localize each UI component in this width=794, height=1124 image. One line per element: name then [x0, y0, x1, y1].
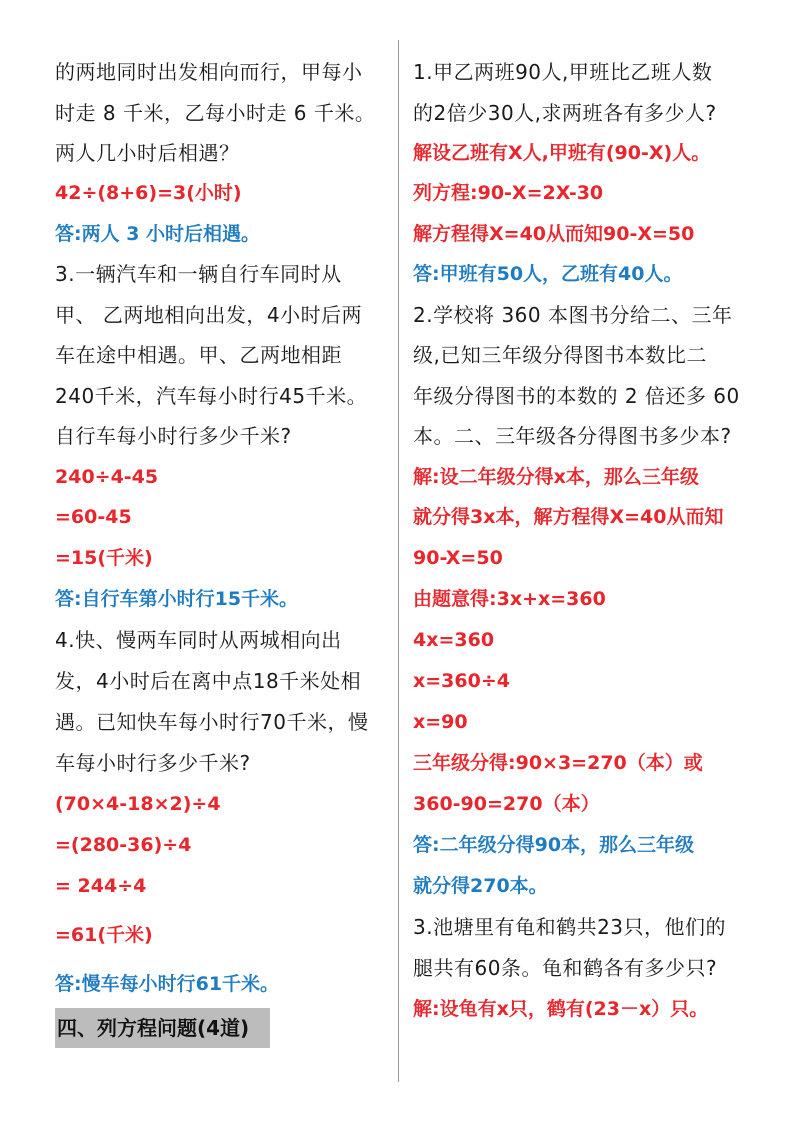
answer-calc-line: 解:设龟有x只，鹤有(23－x）只。	[413, 998, 709, 1020]
answer-calc-line: 4x=360	[413, 629, 495, 651]
text-line: 4.快、慢两车同时从两城相向出	[55, 628, 342, 652]
answer-calc-line: 三年级分得:90×3=270（本）或	[413, 752, 703, 774]
text-line: 级,已知三年级分得图书本数比二	[413, 343, 707, 367]
answer-calc-line: (70×4-18×2)÷4	[55, 793, 221, 815]
answer-calc-line: 42÷(8+6)=3(小时)	[55, 182, 242, 204]
answer-calc-line: 90-X=50	[413, 547, 503, 569]
answer-calc-line: x=360÷4	[413, 670, 510, 692]
text-line: 甲、 乙两地相向出发，4小时后两	[55, 303, 363, 327]
text-line: 自行车每小时行多少千米?	[55, 424, 292, 448]
answer-calc-line: =60-45	[55, 506, 132, 528]
text-line: 腿共有60条。龟和鹤各有多少只?	[413, 956, 718, 980]
answer-calc-line: 240÷4-45	[55, 466, 159, 488]
answer-calc-line: 解:设二年级分得x本，那么三年级	[413, 466, 699, 488]
text-line: 3.池塘里有龟和鹤共23只，他们的	[413, 915, 727, 939]
text-line: 240千米，汽车每小时行45千米。	[55, 384, 368, 408]
answer-line: 答:慢车每小时行61千米。	[55, 973, 280, 995]
answer-calc-line: =15(千米)	[55, 547, 153, 569]
text-line: 年级分得图书的本数的 2 倍还多 60	[413, 384, 740, 408]
text-line: 发，4小时后在离中点18千米处相	[55, 669, 362, 693]
answer-calc-line: 解方程得X=40从而知90-X=50	[413, 223, 695, 245]
answer-line: 答:两人 3 小时后相遇。	[55, 223, 261, 245]
answer-calc-line: =61(千米)	[55, 924, 153, 946]
text-line: 车在途中相遇。甲、乙两地相距	[55, 343, 342, 367]
text-line: 两人几小时后相遇？	[55, 141, 240, 165]
text-line: 时走 8 千米，乙每小时走 6 千米。	[55, 101, 376, 125]
text-line: 车每小时行多少千米?	[55, 751, 251, 775]
section-heading: 四、列方程问题(4道)	[55, 1008, 270, 1048]
answer-line: 答:甲班有50人，乙班有40人。	[413, 263, 683, 285]
answer-calc-line: 就分得3x本，解方程得X=40从而知	[413, 506, 724, 528]
text-line: 1.甲乙两班90人,甲班比乙班人数	[413, 60, 713, 84]
answer-calc-line: = 244÷4	[55, 875, 147, 897]
answer-calc-line: 解设乙班有X人,甲班有(90-X)人。	[413, 142, 711, 164]
answer-calc-line: x=90	[413, 711, 468, 733]
text-line: 的2倍少30人,求两班各有多少人?	[413, 101, 717, 125]
answer-calc-line: 列方程:90-X=2X-30	[413, 182, 604, 204]
answer-calc-line: 由题意得:3x+x=360	[413, 588, 606, 610]
answer-calc-line: 360-90=270（本）	[413, 793, 600, 815]
column-divider	[398, 40, 399, 1082]
text-line: 本。二、三年级各分得图书多少本?	[413, 424, 732, 448]
answer-line: 答:二年级分得90本，那么三年级	[413, 834, 695, 856]
answer-calc-line: =(280-36)÷4	[55, 834, 192, 856]
text-line: 3.一辆汽车和一辆自行车同时从	[55, 262, 342, 286]
text-line: 2.学校将 360 本图书分给二、三年	[413, 303, 733, 327]
answer-line: 就分得270本。	[413, 875, 548, 897]
text-line: 遇。已知快车每小时行70千米，慢	[55, 710, 369, 734]
answer-line: 答:自行车第小时行15千米。	[55, 588, 299, 610]
text-line: 的两地同时出发相向而行，甲每小	[55, 60, 363, 84]
